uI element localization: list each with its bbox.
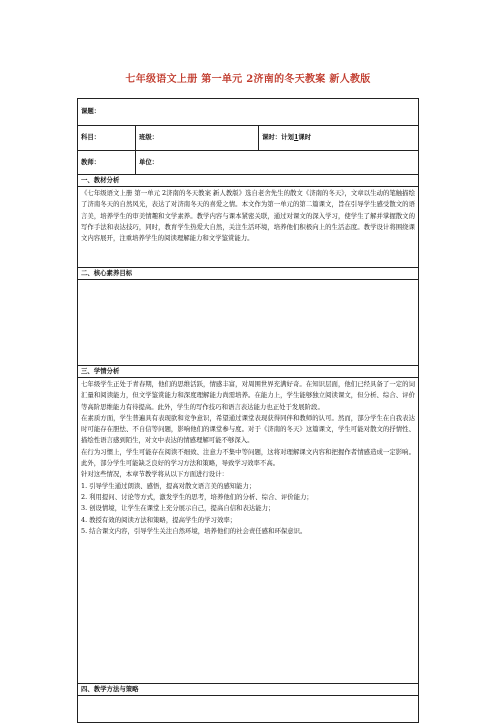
section-1-body [78,187,418,268]
hours-suffix: 课时 [298,133,312,142]
section-2-header: 二、核心素养目标 [78,268,418,280]
topic-row [78,99,418,126]
class-label: 班级： [139,133,159,142]
section-3-paragraph: 针对这些情况，本章节教学将从以下方面进行设计： [81,470,228,479]
subject-row [78,126,418,151]
list-item: 1. 引导学生通过朗读、感悟，提高对散文语言美的感知能力； [81,481,256,490]
teacher-label: 教师： [81,157,101,166]
section-3-paragraph: 在行为习惯上，学生可能存在阅读不细致、注意力不集中等问题，这将对理解课文内容和把握作者情感造成一定影响。此外，部分学生可能缺乏良好的学习方法和策略，导致学习效率不高。 [81,447,415,468]
list-item: 2. 利用提问、讨论等方式，激发学生的思考，培养他们的分析、综合、评价能力； [81,492,313,501]
topic-label: 课题： [81,107,101,116]
section-4-body [78,696,418,722]
list-item: 5. 结合课文内容，引导学生关注自然环境，培养他们的社会责任感和环保意识。 [81,526,307,535]
list-item: 3. 创设情境，让学生在课堂上充分展示自己，提高自信和表达能力； [81,504,275,513]
unit-label: 单位： [139,157,159,166]
hours-value: 1 [293,133,299,142]
section-2-body [78,280,418,366]
section-1-text: 《七年级语文上册 第一单元 2济南的冬天教案 新人教版》选自老舍先生的散文《济南的冬天》，文章以生动的笔触描绘了济南冬天的自然风光，表达了对济南冬天的喜爱之情。本文作为第一单元的第二篇课文，旨在引导学生感受散文的语言美，培养学生的审美情趣和文学素养。教学内容与课本紧密关联，通过对课文的深入学习，使学生了解并掌握散文的写作手法和表达技巧，同时，教育学生热爱大自然，关注生活环境，培养他们积极向上的生活态度。教学设计将围绕课文内容展开，注重培养学生的阅读理解能力和文学鉴赏能力。 [81,189,415,243]
document-title: 七年级语文上册 第一单元 2济南的冬天教案 新人教版 [125,74,371,85]
hours-prefix: 课时：计划 [262,133,294,142]
section-3-paragraph: 七年级学生正处于青春期，他们的思维活跃，情感丰富，对周围世界充满好奇。在知识层面，他们已经具备了一定的词汇量和阅读能力，但文学鉴赏能力和深度理解能力尚需培养。在能力上，学生能够独立阅读课文，但分析、综合、评价等高阶思维能力有待提高。此外，学生的写作技巧和语言表达能力也正处于发展阶段。 [81,380,415,411]
teacher-row [78,151,418,175]
section-3-header: 三、学情分析 [78,366,418,378]
lesson-plan-table [77,98,419,723]
section-3-paragraph: 在素质方面，学生普遍具有表现欲和竞争意识，希望通过课堂表现获得同伴和教师的认可。然而，部分学生在自我表达时可能存在胆怯、不自信等问题，影响他们的课堂参与度。对于《济南的冬天》这篇课文，学生可能对散文的抒情性、描绘性语言感到陌生，对文中表达的情感理解可能不够深入。 [81,413,415,445]
section-4-header: 四、教学方法与策略 [78,684,418,696]
section-1-header: 一、教材分析 [78,175,418,187]
hours-cell [259,126,418,150]
subject-label: 科目： [81,133,101,142]
list-item: 4. 教授有效的阅读方法和策略，提高学生的学习效率； [81,515,237,524]
section-3-body [78,378,418,684]
